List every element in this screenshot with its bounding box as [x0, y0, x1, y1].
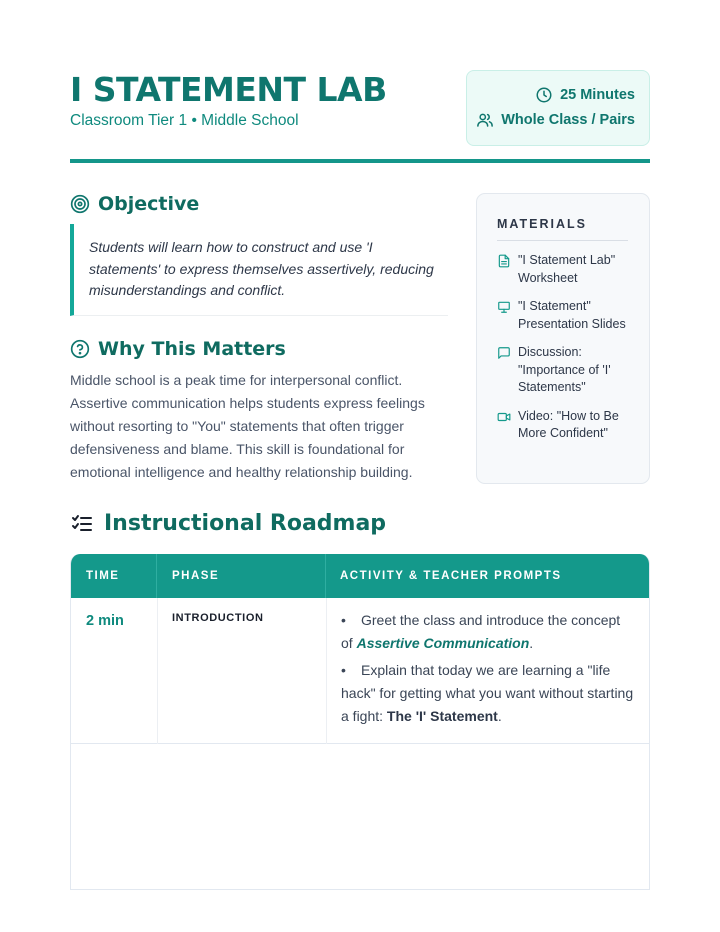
activity-text-end: .	[497, 708, 502, 724]
clock-icon	[535, 86, 553, 104]
lesson-meta-box	[466, 70, 650, 146]
page-header	[70, 70, 650, 160]
activity-cell	[326, 598, 650, 744]
why-heading-text: Why This Matters	[98, 338, 286, 360]
grouping-meta	[476, 111, 635, 129]
activity-item: • Greet the class and introduce the concept of Assertive Communication.	[341, 612, 621, 651]
activity-text: Greet the class and introduce the concept of	[341, 612, 621, 651]
roadmap-table	[70, 554, 650, 890]
why-heading	[70, 338, 286, 360]
material-label: Video: "How to Be More Confident"	[518, 408, 619, 440]
activity-list	[341, 609, 635, 728]
activity-highlight: Assertive Communication	[356, 635, 530, 651]
objective-quote: Students will learn how to construct and use 'I statements' to express themselves assertively, reducing misunderstandings and conflict.	[70, 224, 448, 316]
table-header	[71, 554, 650, 598]
grouping-text: Whole Class / Pairs	[501, 112, 635, 128]
roadmap-heading	[70, 511, 386, 536]
activity-highlight: The 'I' Statement	[386, 708, 498, 724]
material-item	[497, 298, 629, 333]
column-header-phase: PHASE	[157, 554, 326, 598]
column-header-time: TIME	[71, 554, 157, 598]
material-item	[497, 408, 629, 443]
page-subtitle: Classroom Tier 1 • Middle School	[70, 112, 299, 129]
duration-text: 25 Minutes	[560, 87, 635, 103]
activity-text: Explain that today we are learning a "life hack" for getting what you want without starting a fight:	[341, 662, 634, 724]
materials-list	[497, 252, 629, 443]
users-icon	[476, 111, 494, 129]
materials-panel	[476, 193, 650, 484]
video-icon	[497, 410, 511, 424]
column-header-activity: ACTIVITY & TEACHER PROMPTS	[340, 570, 562, 582]
checklist-icon	[70, 512, 94, 536]
why-paragraph: Middle school is a peak time for interpersonal conflict. Assertive communication helps students express feelings without resorting to "You" statements that often trigger defensiveness and blame. This skill is foundational for emotional intelligence and healthy relationship building.	[70, 372, 425, 480]
header-divider	[70, 159, 650, 163]
material-label: "I Statement" Presentation Slides	[518, 299, 626, 331]
material-label: Discussion: "Importance of 'I' Statements"	[518, 345, 611, 394]
objective-heading	[70, 193, 199, 215]
materials-title: MATERIALS	[497, 217, 628, 241]
objective-heading-text: Objective	[98, 193, 200, 215]
time-cell: 2 min	[86, 613, 124, 629]
document-icon	[497, 254, 511, 268]
activity-item: • Explain that today we are learning a "life hack" for getting what you want without starting a fight: The 'I' Statement.	[341, 662, 634, 724]
chat-icon	[497, 346, 511, 360]
material-item	[497, 252, 629, 287]
activity-text-end: .	[529, 635, 534, 651]
page-title: I STATEMENT LAB	[70, 70, 387, 109]
phase-cell: INTRODUCTION	[157, 598, 326, 744]
question-circle-icon	[70, 339, 90, 359]
roadmap-heading-text: Instructional Roadmap	[104, 511, 387, 536]
presentation-icon	[497, 300, 511, 314]
material-label: "I Statement Lab" Worksheet	[518, 253, 616, 285]
material-item	[497, 344, 629, 397]
table-row	[71, 598, 650, 744]
duration-meta	[535, 86, 635, 104]
target-icon	[70, 194, 90, 214]
